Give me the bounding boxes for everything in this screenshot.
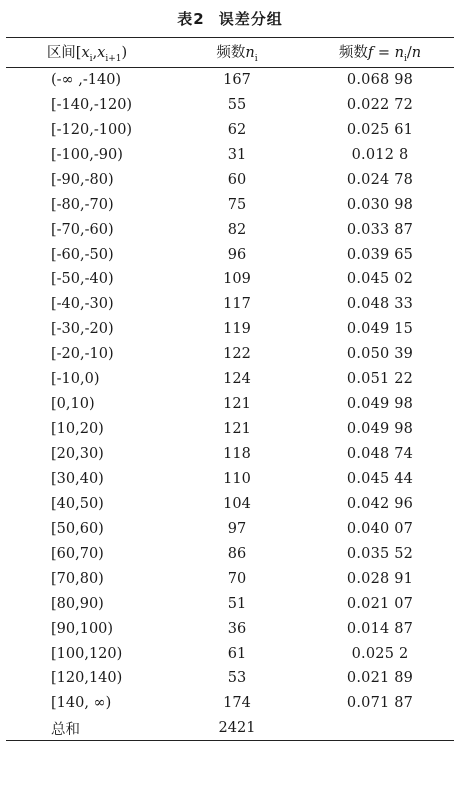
count-cell: 121	[223, 396, 251, 413]
table-row	[6, 442, 454, 467]
frequency-cell	[306, 716, 454, 741]
count-cell: 110	[223, 470, 251, 487]
interval-cell: [-140,-120)	[51, 96, 133, 113]
frequency-cell: 0.028 91	[346, 570, 414, 587]
count-cell: 97	[227, 520, 247, 537]
count-cell: 121	[223, 421, 251, 438]
interval-cell: [0,10)	[51, 396, 95, 413]
count-cell: 36	[227, 620, 247, 637]
count-cell: 75	[227, 196, 247, 213]
frequency-cell: 0.012 8	[351, 146, 409, 163]
frequency-cell: 0.021 07	[346, 595, 414, 612]
count-cell: 2421	[168, 716, 306, 741]
count-cell: 70	[227, 570, 247, 587]
interval-cell: [-80,-70)	[51, 196, 114, 213]
count-cell: 53	[227, 670, 247, 687]
table-row	[6, 92, 454, 117]
frequency-cell: 0.071 87	[346, 695, 414, 712]
frequency-cell: 0.045 44	[346, 470, 414, 487]
header-frequency: 频数$f = n_i/n$	[306, 38, 454, 68]
frequency-cell: 0.045 02	[346, 271, 414, 288]
frequency-cell: 0.048 74	[346, 446, 414, 463]
interval-cell: [-10,0)	[51, 371, 100, 388]
frequency-cell: 0.033 87	[346, 221, 414, 238]
frequency-cell: 0.035 52	[346, 545, 414, 562]
count-cell: 62	[227, 121, 247, 138]
interval-cell: [-70,-60)	[51, 221, 114, 238]
count-cell: 51	[227, 595, 247, 612]
count-cell: 96	[227, 246, 247, 263]
frequency-cell: 0.014 87	[346, 620, 414, 637]
interval-cell: [-50,-40)	[51, 271, 114, 288]
total-row	[6, 716, 454, 741]
table-row	[6, 192, 454, 217]
frequency-cell: 0.051 22	[346, 371, 414, 388]
table-row	[6, 217, 454, 242]
count-cell: 124	[223, 371, 251, 388]
table-row	[6, 68, 454, 93]
count-cell: 61	[227, 645, 247, 662]
interval-cell: [-40,-30)	[51, 296, 114, 313]
table-number: 表2	[177, 10, 205, 28]
interval-cell: [60,70)	[51, 545, 104, 562]
table-row	[6, 541, 454, 566]
count-cell: 86	[227, 545, 247, 562]
interval-cell: [-90,-80)	[51, 171, 114, 188]
table-header	[6, 38, 454, 68]
table-row	[6, 417, 454, 442]
table-body	[6, 68, 454, 741]
count-cell: 167	[223, 72, 251, 89]
table-row	[6, 467, 454, 492]
count-cell: 118	[223, 446, 251, 463]
interval-cell: [120,140)	[51, 670, 123, 687]
interval-cell: [10,20)	[51, 421, 104, 438]
header-interval: 区间$[x_i,x_{i+1})$	[6, 38, 168, 68]
frequency-cell: 0.025 2	[351, 645, 409, 662]
interval-cell: [40,50)	[51, 495, 104, 512]
frequency-cell: 0.049 98	[346, 396, 414, 413]
table-row	[6, 641, 454, 666]
interval-cell: [-30,-20)	[51, 321, 114, 338]
frequency-cell: 0.030 98	[346, 196, 414, 213]
table-row	[6, 267, 454, 292]
count-cell: 117	[223, 296, 251, 313]
count-cell: 109	[223, 271, 251, 288]
interval-cell: [80,90)	[51, 595, 104, 612]
interval-cell: [70,80)	[51, 570, 104, 587]
table-row	[6, 317, 454, 342]
header-count: 频数$n_i$	[168, 38, 306, 68]
frequency-cell: 0.049 15	[346, 321, 414, 338]
interval-cell: [90,100)	[51, 620, 114, 637]
count-cell: 60	[227, 171, 247, 188]
interval-cell: (-∞ ,-140)	[51, 72, 122, 89]
frequency-cell: 0.024 78	[346, 171, 414, 188]
count-cell: 31	[227, 146, 247, 163]
frequency-cell: 0.021 89	[346, 670, 414, 687]
table-row	[6, 591, 454, 616]
frequency-cell: 0.022 72	[346, 96, 414, 113]
interval-cell: [140, ∞)	[51, 695, 112, 712]
table-row	[6, 666, 454, 691]
interval-cell: [-60,-50)	[51, 246, 114, 263]
frequency-cell: 0.040 07	[346, 520, 414, 537]
table-row	[6, 367, 454, 392]
frequency-cell: 0.025 61	[346, 121, 414, 138]
count-cell: 104	[223, 495, 251, 512]
interval-cell: [50,60)	[51, 520, 104, 537]
frequency-cell: 0.039 65	[346, 246, 414, 263]
frequency-cell: 0.048 33	[346, 296, 414, 313]
error-grouping-table	[6, 37, 454, 741]
interval-cell: [-120,-100)	[51, 121, 133, 138]
header-row	[6, 38, 454, 68]
table-row	[6, 117, 454, 142]
interval-cell: [-100,-90)	[51, 146, 123, 163]
frequency-cell: 0.049 98	[346, 421, 414, 438]
table-row	[6, 392, 454, 417]
count-cell: 122	[223, 346, 251, 363]
frequency-cell: 0.042 96	[346, 495, 414, 512]
interval-cell: [-20,-10)	[51, 346, 114, 363]
frequency-cell: 0.050 39	[346, 346, 414, 363]
interval-cell: 总和	[6, 716, 168, 741]
count-cell: 174	[223, 695, 251, 712]
table-row	[6, 142, 454, 167]
table-row	[6, 691, 454, 716]
table-row	[6, 167, 454, 192]
interval-cell: [30,40)	[51, 470, 104, 487]
count-cell: 119	[223, 321, 251, 338]
table-caption	[0, 8, 460, 29]
count-cell: 82	[227, 221, 247, 238]
table-title: 误差分组	[218, 10, 283, 28]
table-row	[6, 242, 454, 267]
interval-cell: [20,30)	[51, 446, 104, 463]
table-row	[6, 491, 454, 516]
table-row	[6, 516, 454, 541]
frequency-cell: 0.068 98	[346, 72, 414, 89]
interval-cell: [100,120)	[51, 645, 123, 662]
count-cell: 55	[227, 96, 247, 113]
table-row	[6, 616, 454, 641]
table-row	[6, 566, 454, 591]
table-row	[6, 342, 454, 367]
table-row	[6, 292, 454, 317]
